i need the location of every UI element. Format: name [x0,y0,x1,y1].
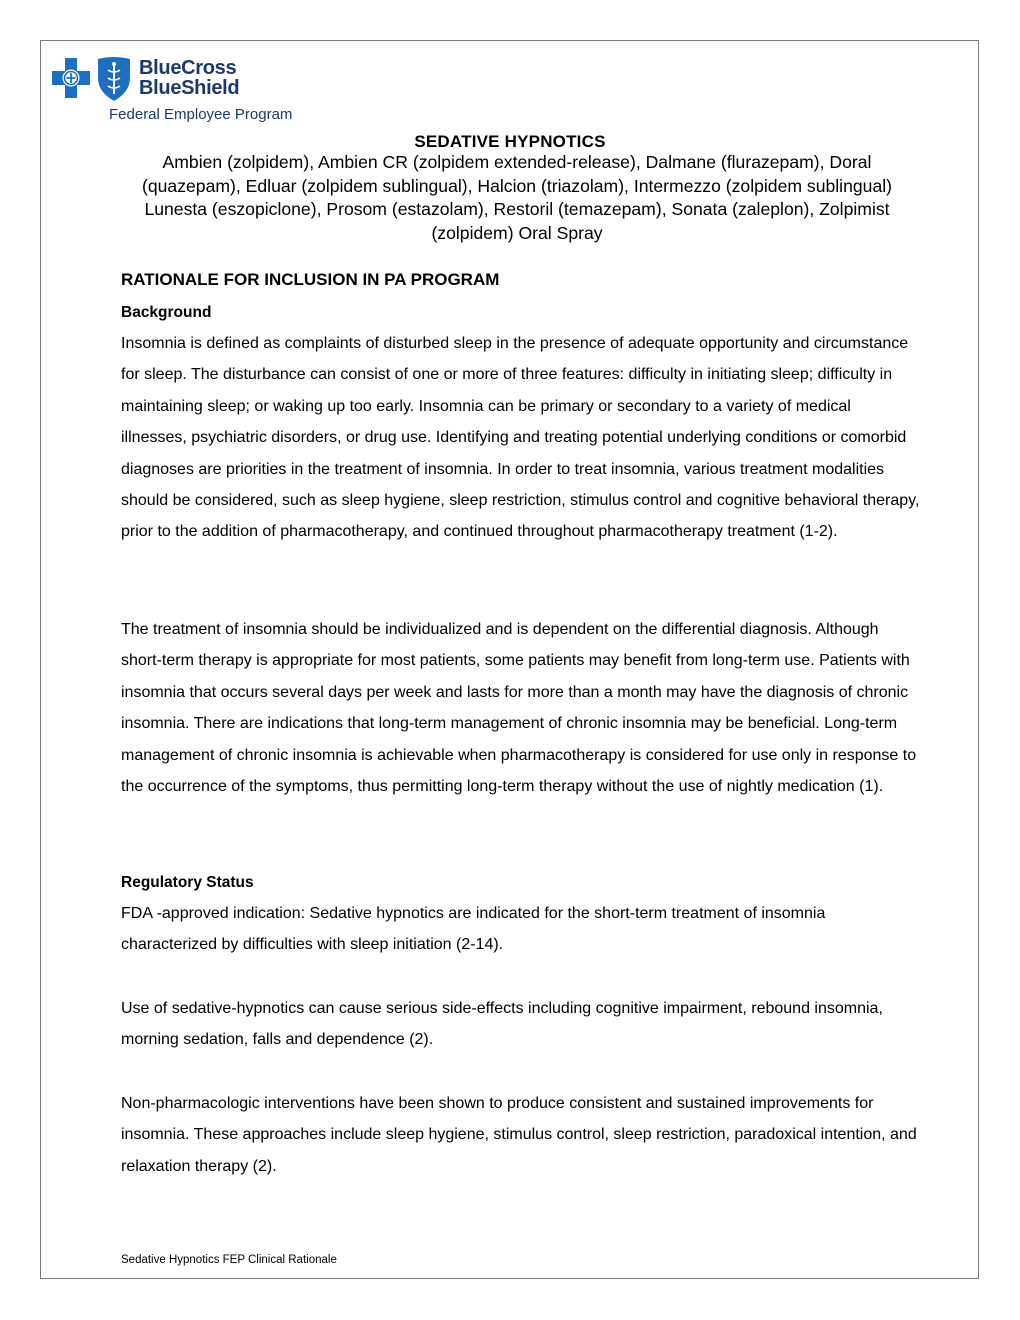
brand-name-line2: BlueShield [139,77,240,99]
regulatory-paragraph-2: Use of sedative-hypnotics can cause serious side-effects including cognitive impairment, rebound insomnia, morning sedation, falls and dependence (2). [121,1000,883,1049]
blue-cross-icon [52,58,90,98]
bcbs-logo [52,52,372,126]
blue-shield-icon [94,56,134,102]
regulatory-paragraph-1: FDA -approved indication: Sedative hypnotics are indicated for the short-term treatment of insomnia characterized by difficulties with sleep initiation (2-14). [121,905,826,954]
page-footer: Sedative Hypnotics FEP Clinical Rationale [121,1254,337,1266]
background-paragraph-2: The treatment of insomnia should be individualized and is dependent on the differential diagnosis. Although short-term therapy is appropriate for most patients, some patients may benefit from long-term use. Patients with insomnia that occurs several days per week and lasts for more than a month may have the diagnosis of chronic insomnia. There are indications that long-term management of chronic insomnia may be beneficial. Long-term management of chronic insomnia is achievable when pharmacotherapy is considered for use only in response to the occurrence of the symptoms, thus permitting long-term therapy without the use of nightly medication (1). [121,621,917,796]
regulatory-paragraph-3: Non-pharmacologic interventions have been shown to produce consistent and sustained improvements for insomnia. These approaches include sleep hygiene, stimulus control, sleep restriction, paradoxical intention, and relaxation therapy (2). [121,1095,917,1175]
background-paragraph-1: Insomnia is defined as complaints of disturbed sleep in the presence of adequate opportunity and circumstance for sleep. The disturbance can consist of one or more of three features: difficulty in initiating sleep; difficulty in maintaining sleep; or waking up too early. Insomnia can be primary or secondary to a variety of medical illnesses, psychiatric disorders, or drug use. Identifying and treating potential underlying conditions or comorbid diagnoses are priorities in the treatment of insomnia. In order to treat insomnia, various treatment modalities should be considered, such as sleep hygiene, sleep restriction, stimulus control and cognitive behavioral therapy, prior to the addition of pharmacotherapy, and continued throughout pharmacotherapy treatment (1-2). [121,335,920,541]
drug-list: Ambien (zolpidem), Ambien CR (zolpidem extended-release), Dalmane (flurazepam), Doral (quazepam), Edluar (zolpidem sublingual), Halcion (triazolam), Intermezzo (zolpidem sublingual) Lunesta (eszopiclone), Prosom (estazolam), Restoril (temazepam), Sonata (zaleplon), Zolpimist (zolpidem) Oral Spray [141,152,892,243]
section-heading: RATIONALE FOR INCLUSION IN PA PROGRAM [121,270,500,289]
regulatory-heading: Regulatory Status [121,874,254,891]
document-title: SEDATIVE HYPNOTICS [414,132,606,151]
brand-name-line1: BlueCross [139,57,237,79]
program-name: Federal Employee Program [109,106,293,123]
background-heading: Background [121,304,212,321]
